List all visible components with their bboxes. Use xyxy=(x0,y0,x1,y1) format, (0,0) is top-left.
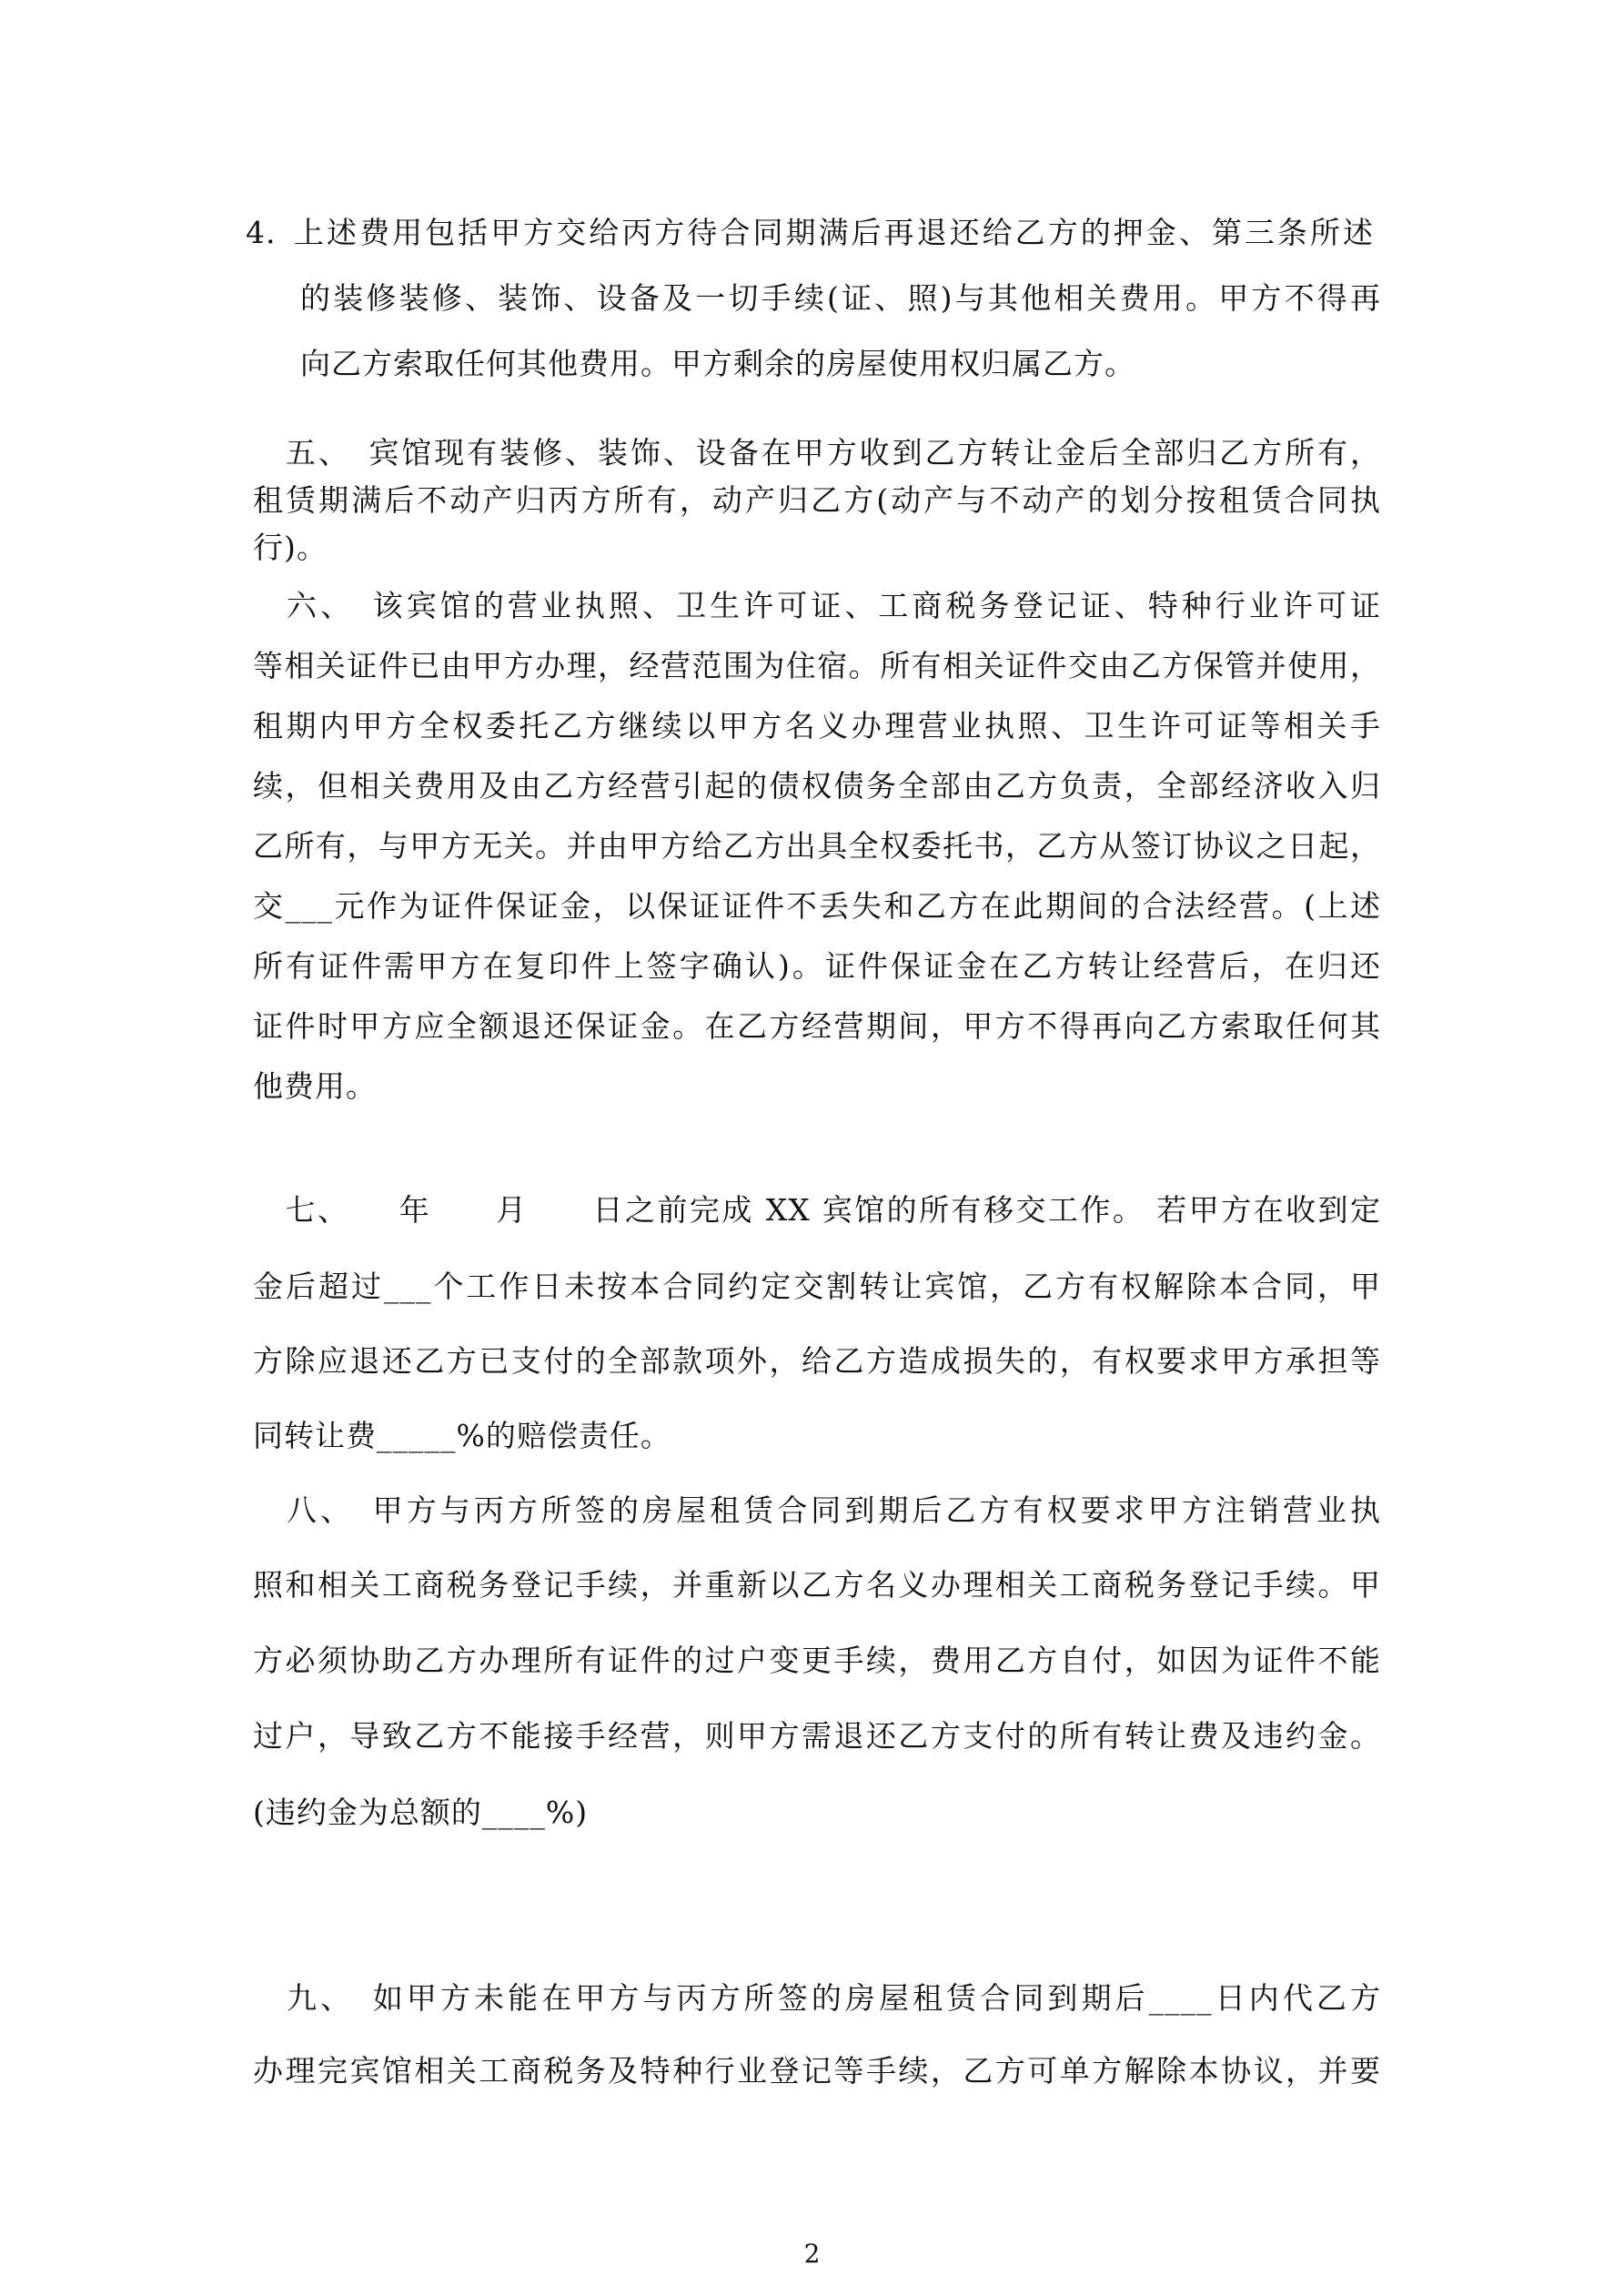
section-8-line-5: (违约金为总额的____%) xyxy=(253,1795,589,1830)
section-6-line-4: 续，但相关费用及由乙方经营引起的债权债务全部由乙方负责，全部经济收入归 xyxy=(253,768,1381,804)
section-9-line-2: 办理完宾馆相关工商税务及特种行业登记等手续，乙方可单方解除本协议，并要 xyxy=(253,2053,1381,2089)
section-6-line-6: 交___元作为证件保证金，以保证证件不丢失和乙方在此期间的合法经营。(上述 xyxy=(253,888,1381,924)
section-5-line-2: 租赁期满后不动产归丙方所有，动产归乙方(动产与不动产的划分按租赁合同执 xyxy=(253,482,1381,518)
section-6-line-3: 租期内甲方全权委托乙方继续以甲方名义办理营业执照、卫生许可证等相关手 xyxy=(253,708,1381,743)
section-8-line-1: 八、 甲方与丙方所签的房屋租赁合同到期后乙方有权要求甲方注销营业执 xyxy=(253,1492,1381,1528)
section-7-line-2: 金后超过___个工作日未按本合同约定交割转让宾馆，乙方有权解除本合同，甲 xyxy=(253,1269,1381,1304)
section-6-line-5: 乙所有，与甲方无关。并由甲方给乙方出具全权委托书，乙方从签订协议之日起， xyxy=(253,828,1381,864)
section-7-line-3: 方除应退还乙方已支付的全部款项外，给乙方造成损失的，有权要求甲方承担等 xyxy=(253,1343,1381,1379)
section-8-line-2: 照和相关工商税务登记手续，并重新以乙方名义办理相关工商税务登记手续。甲 xyxy=(253,1567,1381,1603)
section-9-line-1: 九、 如甲方未能在甲方与丙方所签的房屋租赁合同到期后____日内代乙方 xyxy=(253,1980,1381,2016)
section-8-line-4: 过户，导致乙方不能接手经营，则甲方需退还乙方支付的所有转让费及违约金。 xyxy=(253,1718,1381,1754)
section-5-line-1: 五、 宾馆现有装修、装饰、设备在甲方收到乙方转让金后全部归乙方所有， xyxy=(253,435,1381,470)
section-7-line-4: 同转让费_____%的赔偿责任。 xyxy=(253,1418,671,1453)
paragraph-4-line-2: 的装修装修、装饰、设备及一切手续(证、照)与其他相关费用。甲方不得再 xyxy=(300,280,1381,316)
section-6-line-7: 所有证件需甲方在复印件上签字确认)。证件保证金在乙方转让经营后，在归还 xyxy=(253,948,1381,984)
section-7-line-1: 七、 年 月 日之前完成 XX 宾馆的所有移交工作。 若甲方在收到定 xyxy=(253,1192,1381,1228)
section-8-line-3: 方必须协助乙方办理所有证件的过户变更手续，费用乙方自付，如因为证件不能 xyxy=(253,1643,1381,1678)
paragraph-4-line-3: 向乙方索取任何其他费用。甲方剩余的房屋使用权归属乙方。 xyxy=(300,346,1135,381)
section-5-line-3: 行)。 xyxy=(253,530,328,565)
section-6-line-8: 证件时甲方应全额退还保证金。在乙方经营期间，甲方不得再向乙方索取任何其 xyxy=(253,1008,1381,1044)
page-number: 2 xyxy=(803,2239,821,2269)
section-6-line-1: 六、 该宾馆的营业执照、卫生许可证、工商税务登记证、特种行业许可证 xyxy=(253,588,1381,623)
section-6-line-2: 等相关证件已由甲方办理，经营范围为住宿。所有相关证件交由乙方保管并使用， xyxy=(253,648,1381,683)
paragraph-4-line-1: 4. 上述费用包括甲方交给丙方待合同期满后再退还给乙方的押金、第三条所述 xyxy=(246,215,1374,250)
section-6-line-9: 他费用。 xyxy=(253,1068,377,1104)
